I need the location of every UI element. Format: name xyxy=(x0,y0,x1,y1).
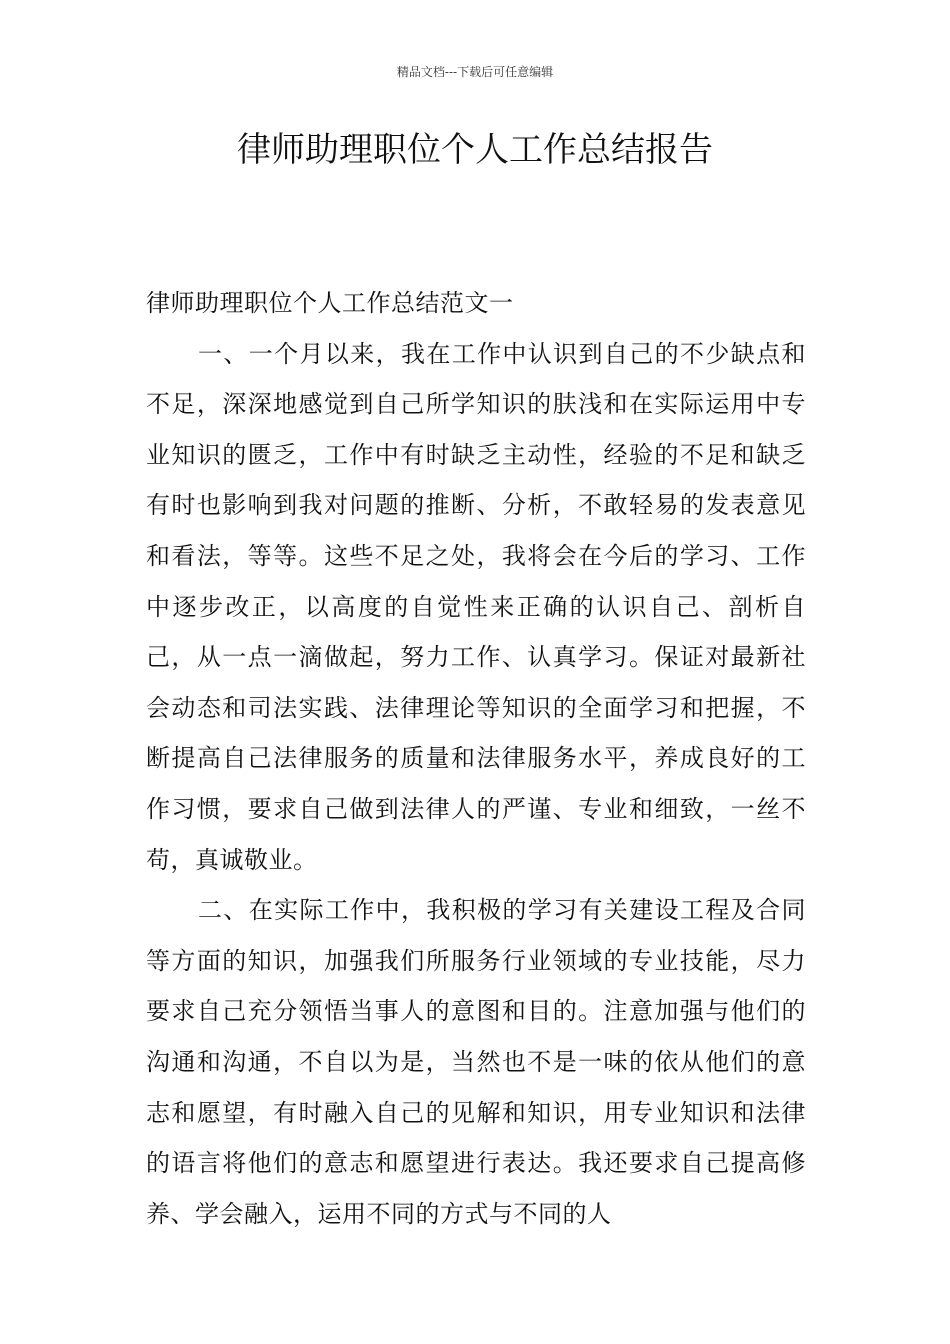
header-note: 精品文档---下载后可任意编辑 xyxy=(396,65,554,79)
paragraph-1: 一、一个月以来，我在工作中认识到自己的不少缺点和不足，深深地感觉到自己所学知识的肤浅和在实际运用中专业知识的匮乏，工作中有时缺乏主动性，经验的不足和缺乏有时也影响到我对问题的推断、分析，不敢轻易的发表意见和看法，等等。这些不足之处，我将会在今后的学习、工作中逐步改正，以高度的自觉性来正确的认识自己、剖析自己，从一点一滴做起，努力工作、认真学习。保证对最新社会动态和司法实践、法律理论等知识的全面学习和把握，不断提高自己法律服务的质量和法律服务水平，养成良好的工作习惯，要求自己做到法律人的严谨、专业和细致，一丝不苟，真诚敬业。 xyxy=(146,339,806,874)
section-subtitle: 律师助理职位个人工作总结范文一 xyxy=(146,289,514,317)
document-body xyxy=(146,278,806,1239)
document-title: 律师助理职位个人工作总结报告 xyxy=(237,130,713,170)
paragraph-2: 二、在实际工作中，我积极的学习有关建设工程及合同等方面的知识，加强我们所服务行业领域的专业技能，尽力要求自己充分领悟当事人的意图和目的。注意加强与他们的沟通和沟通，不自以为是，当然也不是一味的依从他们的意志和愿望，有时融入自己的见解和知识，用专业知识和法律的语言将他们的意志和愿望进行表达。我还要求自己提高修养、学会融入，运用不同的方式与不同的人 xyxy=(146,896,806,1228)
